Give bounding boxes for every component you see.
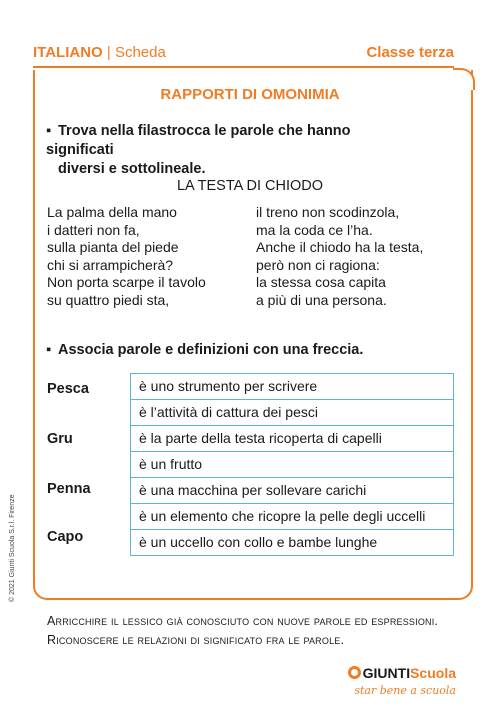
poem-line: però non ci ragiona: — [256, 256, 380, 273]
poem-line: Anche il chiodo ha la testa, — [256, 239, 424, 255]
definition-row: è una macchina per sollevare carichi — [131, 478, 453, 504]
task-1-line-2: diversi e sottolineale. — [58, 161, 206, 177]
header-separator: | — [102, 44, 115, 61]
sheet-type-label: Scheda — [114, 44, 166, 61]
task-1-line-1: Trova nella filastrocca le parole che hanno significati — [46, 123, 351, 158]
subject-label: ITALIANO — [33, 44, 103, 61]
definition-row: è un elemento che ricopre la pelle degli uccelli — [131, 504, 453, 530]
word-penna: Penna — [47, 481, 91, 497]
word-gru: Gru — [47, 431, 73, 447]
learning-objective: Arricchire il lessico già conosciuto con nuove parole ed espressioni. Riconoscere le relazioni di significato fra le parole. — [47, 614, 439, 647]
publisher-logo — [348, 665, 456, 697]
logo-brand-suffix: Scuola — [410, 665, 456, 681]
copyright-notice: © 2021 Giunti Scuola S.r.l. Firenze — [9, 494, 16, 602]
poem-line: la stessa cosa capita — [256, 274, 386, 290]
giunti-logo-icon — [348, 666, 361, 679]
header-subject — [33, 44, 166, 61]
poem-title: LA TESTA DI CHIODO — [176, 178, 324, 194]
definition-row: è la parte della testa ricoperta di capelli — [131, 426, 453, 452]
word-capo: Capo — [47, 529, 84, 545]
task-2-text: Associa parole e definizioni con una freccia. — [58, 342, 364, 358]
poem-column-left — [47, 204, 206, 309]
poem-line: ma la coda ce l’ha. — [256, 221, 373, 238]
poem-line: Non porta scarpe il tavolo — [47, 274, 206, 290]
poem-line: su quattro piedi sta, — [47, 291, 170, 308]
poem-column-right — [256, 204, 423, 309]
definitions-table — [130, 373, 454, 556]
definition-row: è un uccello con collo e bambe lunghe — [139, 534, 378, 550]
task-instruction-1 — [46, 122, 406, 179]
poem-line: chi si arrampicherà? — [47, 256, 174, 273]
bullet-icon: ▪ — [46, 342, 52, 358]
definition-row: è uno strumento per scrivere — [131, 374, 453, 400]
header-divider — [33, 66, 454, 68]
logo-brand: GIUNTI — [362, 665, 411, 681]
page-title: RAPPORTI DI OMONIMIA — [160, 86, 340, 103]
bullet-icon: ▪ — [46, 123, 52, 139]
poem-line: sulla pianta del piede — [47, 239, 179, 255]
word-pesca: Pesca — [47, 381, 89, 397]
definition-row: è l’attività di cattura dei pesci — [131, 400, 453, 426]
definition-row: è un frutto — [131, 452, 453, 478]
task-instruction-2 — [46, 341, 363, 360]
poem-line: a più di una persona. — [256, 291, 387, 308]
logo-tagline: star bene a scuola — [354, 684, 456, 697]
grade-label: Classe terza — [366, 44, 454, 61]
poem-line: La palma della mano — [47, 204, 177, 220]
poem-line: i datteri non fa, — [47, 221, 140, 238]
poem-line: il treno non scodinzola, — [256, 204, 400, 220]
